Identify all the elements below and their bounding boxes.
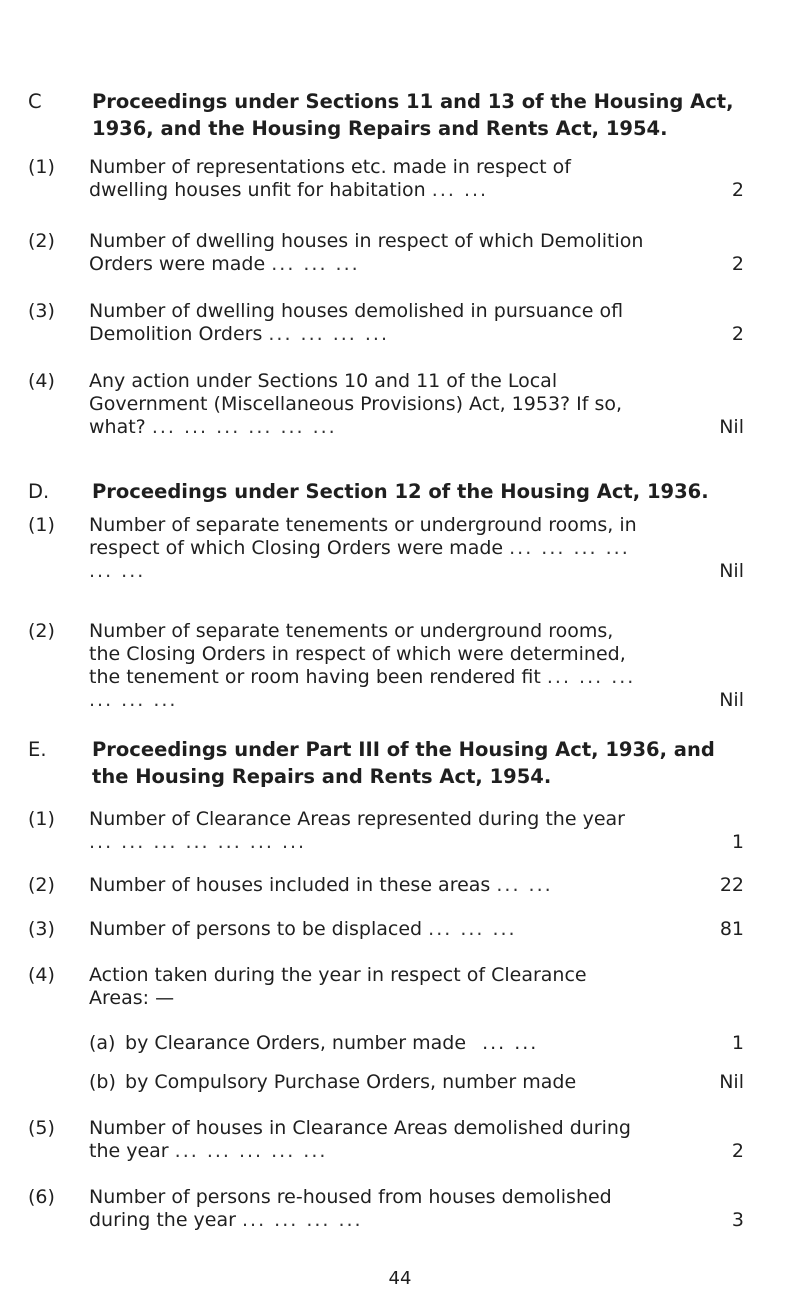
page-number: 44 (388, 1268, 412, 1289)
section-c-heading (28, 88, 748, 142)
e-item-1 (28, 808, 744, 854)
leader-dots: ... ... ... ... ... ... (89, 537, 630, 582)
item-text: Number of separate tenements or underground rooms, in respect of which Closing Orders were made (89, 514, 637, 559)
item-value: 3 (731, 1209, 744, 1231)
leader-dots: ... ... ... ... ... ... (89, 666, 636, 711)
item-number: (6) (28, 1186, 55, 1208)
subitem-value: Nil (719, 1071, 744, 1093)
leader-dots: ... ... ... ... ... ... ... (89, 831, 307, 853)
section-e-title: Proceedings under Part III of the Housing Act, 1936, and the Housing Repairs and Rents Act, 1954. (92, 738, 715, 788)
section-c-letter: C (28, 90, 42, 113)
c-item-2 (28, 230, 744, 276)
item-number: (1) (28, 156, 55, 178)
item-number: (4) (28, 370, 55, 392)
leader-dots: ... ... ... ... (242, 1209, 363, 1231)
item-number: (2) (28, 874, 55, 896)
e-item-5 (28, 1117, 744, 1163)
subitem-label: (b) (89, 1071, 116, 1093)
leader-dots: ... ... ... ... ... ... (151, 416, 337, 438)
subitem-label: (a) (89, 1032, 116, 1054)
leader-dots: ... ... (496, 874, 553, 896)
item-value: 2 (731, 1140, 744, 1162)
section-d-title: Proceedings under Section 12 of the Housing Act, 1936. (92, 480, 709, 503)
e-item-4 (28, 964, 744, 1010)
item-text: Number of representations etc. made in respect of dwelling houses unfit for habitation (89, 156, 571, 201)
item-text: Any action under Sections 10 and 11 of the Local Government (Miscellaneous Provisions) Act, 1953? If so, what? (89, 370, 623, 438)
item-text: Number of houses included in these areas (89, 874, 491, 896)
item-value: 22 (719, 874, 744, 896)
item-value: 2 (731, 253, 744, 275)
item-number: (3) (28, 300, 55, 322)
item-text: Number of separate tenements or underground rooms, the Closing Orders in respect of which were determined, the tenement or room having been rendered fit (89, 620, 626, 688)
d-item-1 (28, 514, 744, 583)
item-value: Nil (719, 416, 744, 438)
item-value: Nil (719, 689, 744, 711)
item-number: (1) (28, 808, 55, 830)
section-e-heading (28, 736, 748, 790)
item-number: (5) (28, 1117, 55, 1139)
item-text: Number of persons re-housed from houses demolished during the year (89, 1186, 612, 1231)
e-item-6 (28, 1186, 744, 1232)
e-item-2 (28, 874, 744, 897)
leader-dots: ... ... (482, 1032, 539, 1054)
c-item-1 (28, 156, 744, 202)
subitem-text: by Compulsory Purchase Orders, number made (125, 1071, 577, 1093)
item-number: (1) (28, 514, 55, 536)
item-text: Number of dwelling houses in respect of which Demolition Orders were made (89, 230, 644, 275)
e-item-4b (89, 1071, 744, 1094)
section-d-heading (28, 478, 748, 505)
item-value: 2 (731, 179, 744, 201)
item-number: (2) (28, 230, 55, 252)
item-value: 1 (731, 831, 744, 853)
e-item-4a (89, 1032, 744, 1055)
leader-dots: ... ... (431, 179, 489, 201)
section-e-letter: E. (28, 738, 47, 761)
item-value: 2 (731, 323, 744, 345)
leader-dots: ... ... ... (428, 918, 517, 940)
section-c-title: Proceedings under Sections 11 and 13 of the Housing Act, 1936, and the Housing Repairs and Rents Act, 1954. (92, 90, 734, 140)
item-number: (3) (28, 918, 55, 940)
leader-dots: ... ... ... ... ... (174, 1140, 328, 1162)
subitem-text: by Clearance Orders, number made (125, 1032, 467, 1054)
e-item-3 (28, 918, 744, 941)
d-item-2 (28, 620, 744, 712)
leader-dots: ... ... ... ... (268, 323, 389, 345)
item-number: (4) (28, 964, 55, 986)
c-item-4 (28, 370, 744, 439)
item-value: 81 (719, 918, 744, 940)
item-value: Nil (719, 560, 744, 582)
item-number: (2) (28, 620, 55, 642)
item-text: Number of Clearance Areas represented during the year (89, 808, 625, 830)
subitem-value: 1 (731, 1032, 744, 1054)
leader-dots: ... ... ... (271, 253, 360, 275)
item-text: Action taken during the year in respect of Clearance Areas: — (89, 964, 587, 1009)
item-text: Number of persons to be displaced (89, 918, 423, 940)
section-d-letter: D. (28, 480, 50, 503)
item-text: Number of houses in Clearance Areas demolished during the year (89, 1117, 631, 1162)
c-item-3 (28, 300, 744, 346)
item-text: Number of dwelling houses demolished in pursuance ofl Demolition Orders (89, 300, 624, 345)
